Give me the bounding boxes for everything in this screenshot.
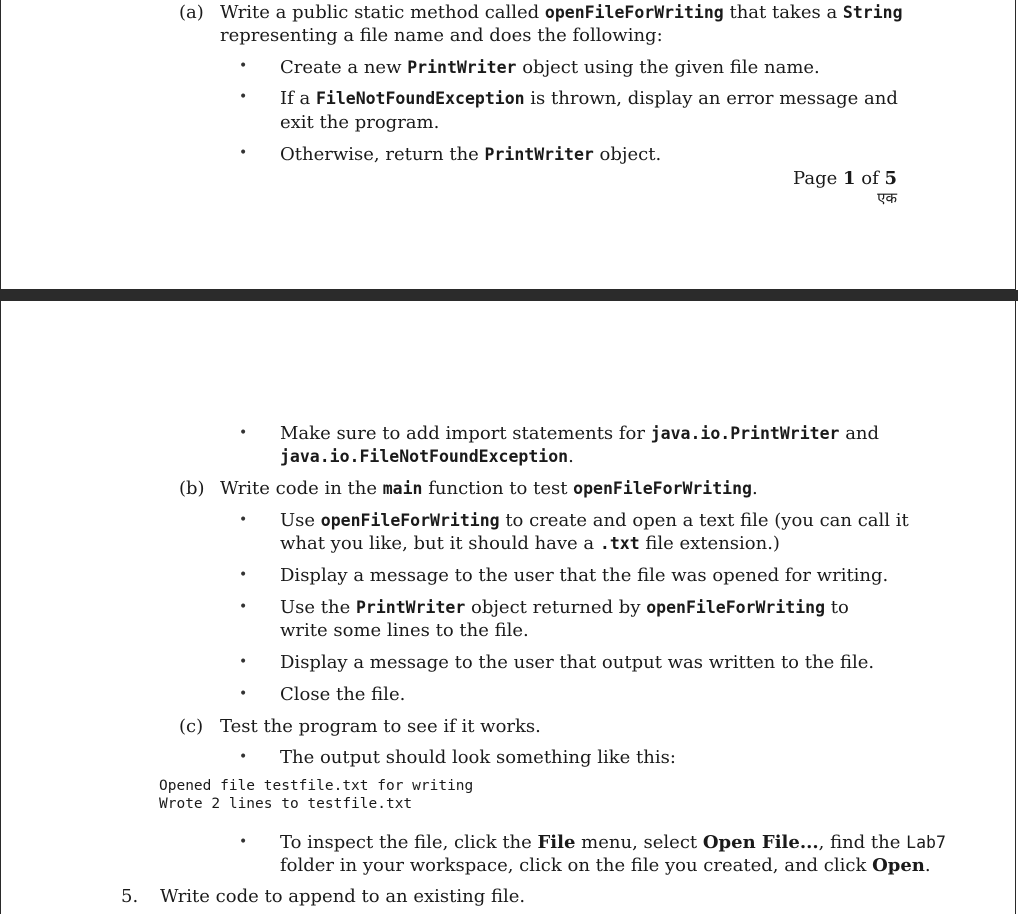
item-b-bullet-3-line-2: write some lines to the file. xyxy=(280,620,529,641)
item-b-bullet-3-line-1: Use the PrintWriter object returned by openFileForWriting to xyxy=(280,597,849,618)
item-a-line-2: representing a file name and does the following: xyxy=(220,25,663,46)
item-b-marker: (b) xyxy=(179,478,205,499)
bullet-marker: • xyxy=(239,89,248,105)
item-b-bullet-5: Close the file. xyxy=(280,684,406,705)
item-a-bullet-2-line-2: exit the program. xyxy=(280,112,440,133)
bullet-marker: • xyxy=(239,425,248,441)
page-separator xyxy=(0,290,1018,301)
item-a-bullet-1: Create a new PrintWriter object using the given file name. xyxy=(280,57,820,78)
document-page-2 xyxy=(0,301,1016,914)
bullet-marker: • xyxy=(239,58,248,74)
page-number: Page 1 of 5 xyxy=(793,168,897,189)
bullet-marker: • xyxy=(239,567,248,583)
bullet-marker: • xyxy=(239,145,248,161)
item-b-line-1: Write code in the main function to test openFileForWriting. xyxy=(220,478,758,499)
item-5-marker: 5. xyxy=(121,886,139,907)
bullet-marker: • xyxy=(239,749,248,765)
item-5-text: Write code to append to an existing file. xyxy=(160,886,526,907)
item-c-bullet-2-line-1: To inspect the file, click the File menu, select Open File..., find the Lab7 xyxy=(280,832,946,853)
item-a-line-1: Write a public static method called openFileForWriting that takes a String xyxy=(220,2,903,23)
item-b-bullet-1-line-2: what you like, but it should have a .txt file extension.) xyxy=(280,533,780,554)
item-b-bullet-2: Display a message to the user that the file was opened for writing. xyxy=(280,565,889,586)
import-bullet-line-2: java.io.FileNotFoundException. xyxy=(280,446,574,467)
item-a-bullet-3: Otherwise, return the PrintWriter object. xyxy=(280,144,662,165)
page-number-hindi: एक xyxy=(877,189,897,207)
item-a-marker: (a) xyxy=(179,2,204,23)
item-a-bullet-2-line-1: If a FileNotFoundException is thrown, display an error message and xyxy=(280,88,898,109)
bullet-marker: • xyxy=(239,599,248,615)
item-c-bullet-1: The output should look something like this: xyxy=(280,747,676,768)
bullet-marker: • xyxy=(239,512,248,528)
item-b-bullet-4: Display a message to the user that output was written to the file. xyxy=(280,652,875,673)
item-c-bullet-2-line-2: folder in your workspace, click on the file you created, and click Open. xyxy=(280,855,931,876)
document-page-1 xyxy=(0,0,1016,290)
bullet-marker: • xyxy=(239,654,248,670)
import-bullet-line-1: Make sure to add import statements for java.io.PrintWriter and xyxy=(280,423,880,444)
console-output-line-1: Opened file testfile.txt for writing xyxy=(159,778,474,794)
console-output-line-2: Wrote 2 lines to testfile.txt xyxy=(159,796,413,812)
bullet-marker: • xyxy=(239,834,248,850)
bullet-marker: • xyxy=(239,686,248,702)
item-c-marker: (c) xyxy=(179,716,204,737)
item-b-bullet-1-line-1: Use openFileForWriting to create and open a text file (you can call it xyxy=(280,510,909,531)
item-c-line-1: Test the program to see if it works. xyxy=(220,716,541,737)
